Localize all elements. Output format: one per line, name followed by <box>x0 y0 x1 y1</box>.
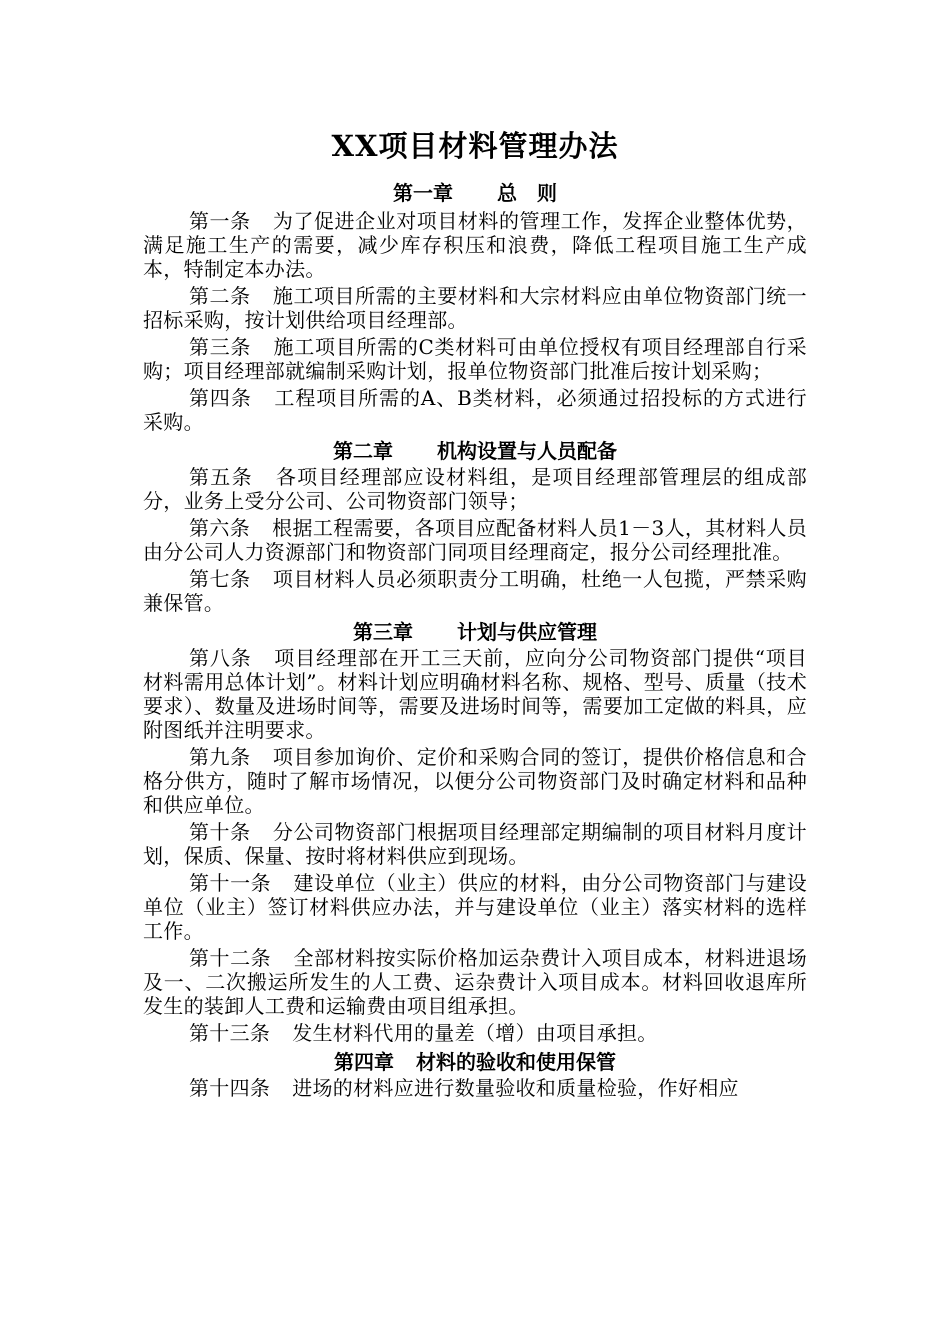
article-number: 第十四条 <box>189 1076 271 1100</box>
article-number: 第七条 <box>189 567 251 591</box>
chapter-title: 材料的验收和使用保管 <box>416 1050 616 1074</box>
article <box>143 745 807 817</box>
article-number: 第八条 <box>189 646 252 670</box>
article-text: 各项目经理部应设材料组，是项目经理部管理层的组成部分，业务上受分公司、公司物资部门领导； <box>143 465 807 513</box>
chapter-number: 第四章 <box>334 1050 394 1074</box>
article-number: 第二条 <box>189 284 251 308</box>
chapter-title: 总 则 <box>497 181 557 205</box>
article <box>143 465 807 513</box>
article-number: 第九条 <box>189 745 251 769</box>
chapter-2 <box>143 437 807 615</box>
article <box>143 646 807 742</box>
chapter-heading <box>143 437 807 465</box>
chapter-3 <box>143 618 807 1045</box>
chapter-title: 计划与供应管理 <box>457 620 597 644</box>
article-text: 项目参加询价、定价和采购合同的签订，提供价格信息和合格分供方，随时了解市场情况，以便分公司物资部门及时确定材料和品种和供应单位。 <box>143 745 807 817</box>
chapter-title: 机构设置与人员配备 <box>437 439 617 463</box>
chapter-1 <box>143 179 807 434</box>
article <box>143 1021 807 1045</box>
article-number: 第三条 <box>189 335 252 359</box>
article <box>143 209 807 281</box>
article <box>143 335 807 383</box>
chapter-number: 第一章 <box>393 181 453 205</box>
article-number: 第十二条 <box>189 946 272 970</box>
chapter-heading <box>143 179 807 207</box>
article-text: 工程项目所需的A、B类材料，必须通过招投标的方式进行采购。 <box>143 386 807 434</box>
article-number: 第四条 <box>189 386 252 410</box>
article-text: 为了促进企业对项目材料的管理工作，发挥企业整体优势，满足施工生产的需要，减少库存积压和浪费，降低工程项目施工生产成本，特制定本办法。 <box>143 209 807 281</box>
article <box>143 820 807 868</box>
chapter-4 <box>143 1048 807 1100</box>
article <box>143 284 807 332</box>
article <box>143 946 807 1018</box>
chapter-number: 第三章 <box>353 620 413 644</box>
article-text: 施工项目所需的C类材料可由单位授权有项目经理部自行采购；项目经理部就编制采购计划，报单位物资部门批准后按计划采购； <box>143 335 807 383</box>
article-text: 发生材料代用的量差（增）由项目承担。 <box>292 1021 658 1045</box>
article-number: 第一条 <box>189 209 251 233</box>
article-number: 第五条 <box>189 465 253 489</box>
chapter-heading <box>143 1048 807 1076</box>
article-text: 项目材料人员必须职责分工明确，杜绝一人包揽，严禁采购兼保管。 <box>143 567 807 615</box>
article-text: 分公司物资部门根据项目经理部定期编制的项目材料月度计划，保质、保量、按时将材料供应到现场。 <box>143 820 807 868</box>
article <box>143 871 807 943</box>
article <box>143 386 807 434</box>
article-number: 第十条 <box>189 820 251 844</box>
chapter-heading <box>143 618 807 646</box>
document-page <box>143 128 807 1103</box>
article-text: 根据工程需要，各项目应配备材料人员1－3人，其材料人员由分公司人力资源部门和物资部门同项目经理商定，报分公司经理批准。 <box>143 516 807 564</box>
article-text: 进场的材料应进行数量验收和质量检验，作好相应 <box>292 1076 739 1100</box>
article-number: 第十三条 <box>189 1021 271 1045</box>
chapter-number: 第二章 <box>333 439 393 463</box>
article-text: 建设单位（业主）供应的材料，由分公司物资部门与建设单位（业主）签订材料供应办法，并与建设单位（业主）落实材料的选样工作。 <box>143 871 808 943</box>
article-text: 全部材料按实际价格加运杂费计入项目成本，材料进退场及一、二次搬运所发生的人工费、运杂费计入项目成本。材料回收退库所发生的装卸人工费和运输费由项目组承担。 <box>143 946 808 1018</box>
article <box>143 516 807 564</box>
article-text: 施工项目所需的主要材料和大宗材料应由单位物资部门统一招标采购，按计划供给项目经理部。 <box>143 284 807 332</box>
article-text: 项目经理部在开工三天前，应向分公司物资部门提供“项目材料需用总体计划”。材料计划应明确材料名称、规格、型号、质量（技术要求）、数量及进场时间等，需要及进场时间等，需要加工定做的料具，应附图纸并注明要求。 <box>143 646 807 742</box>
article-number: 第十一条 <box>189 871 272 895</box>
article-number: 第六条 <box>189 516 251 540</box>
article <box>143 1076 807 1100</box>
article <box>143 567 807 615</box>
document-title: XX项目材料管理办法 <box>331 129 619 163</box>
